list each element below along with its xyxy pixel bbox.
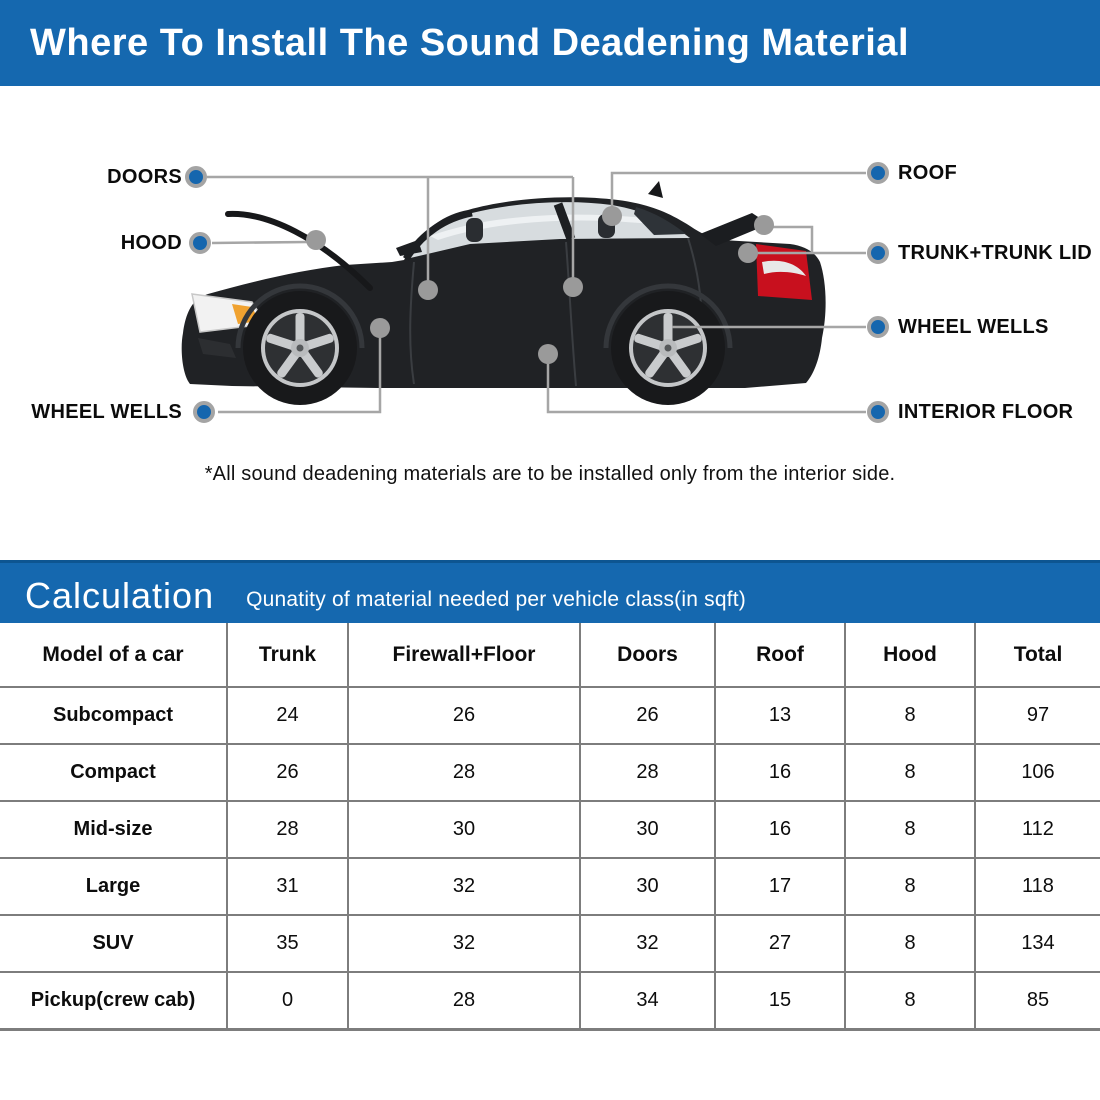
rear-door-marker-dot	[563, 277, 583, 297]
cell-doors: 30	[580, 858, 715, 915]
label-doors: DOORS	[107, 166, 182, 188]
material-quantity-table	[0, 623, 1100, 1031]
cell-model: Large	[0, 858, 227, 915]
cell-firewall: 32	[348, 858, 580, 915]
rear-wheel	[611, 291, 725, 405]
label-roof: ROOF	[898, 162, 957, 184]
page-title: Where To Install The Sound Deadening Material	[30, 21, 910, 64]
trunk-lid-marker-dot	[754, 215, 774, 235]
cell-total: 118	[975, 858, 1100, 915]
cell-roof: 16	[715, 801, 845, 858]
front-door-marker-dot	[418, 280, 438, 300]
cell-total: 134	[975, 915, 1100, 972]
col-header-model: Model of a car	[0, 623, 227, 687]
cell-hood: 8	[845, 915, 975, 972]
cell-trunk: 28	[227, 801, 348, 858]
wheel-wells-left-bullet-icon	[195, 403, 213, 421]
col-header-total: Total	[975, 623, 1100, 687]
title-bar	[0, 0, 1100, 86]
roof-marker-dot	[602, 206, 622, 226]
cell-model: Compact	[0, 744, 227, 801]
cell-doors: 32	[580, 915, 715, 972]
interior-floor-marker-dot	[538, 344, 558, 364]
car-body	[182, 181, 826, 405]
cell-total: 85	[975, 972, 1100, 1030]
cell-firewall: 28	[348, 972, 580, 1030]
table-row-subcompact	[0, 687, 1100, 744]
cell-model: Pickup(crew cab)	[0, 972, 227, 1030]
cell-doors: 28	[580, 744, 715, 801]
cell-roof: 27	[715, 915, 845, 972]
cell-hood: 8	[845, 687, 975, 744]
cell-total: 97	[975, 687, 1100, 744]
hood-marker-dot	[306, 230, 326, 250]
table-row-compact	[0, 744, 1100, 801]
label-hood: HOOD	[120, 232, 182, 254]
label-wheel-wells-left: WHEEL WELLS	[31, 401, 182, 423]
trunk-bullet-icon	[869, 244, 887, 262]
interior-floor-bullet-icon	[869, 403, 887, 421]
cell-doors: 34	[580, 972, 715, 1030]
cell-hood: 8	[845, 972, 975, 1030]
cell-roof: 16	[715, 744, 845, 801]
cell-doors: 30	[580, 801, 715, 858]
cell-trunk: 24	[227, 687, 348, 744]
cell-hood: 8	[845, 858, 975, 915]
col-header-roof: Roof	[715, 623, 845, 687]
hood-bullet-icon	[191, 234, 209, 252]
cell-trunk: 26	[227, 744, 348, 801]
cell-hood: 8	[845, 744, 975, 801]
doors-bullet-icon	[187, 168, 205, 186]
col-header-trunk: Trunk	[227, 623, 348, 687]
table-header-row	[0, 623, 1100, 687]
cell-model: Subcompact	[0, 687, 227, 744]
col-header-doors: Doors	[580, 623, 715, 687]
cell-roof: 15	[715, 972, 845, 1030]
cell-roof: 17	[715, 858, 845, 915]
table-row-pickup	[0, 972, 1100, 1030]
cell-hood: 8	[845, 801, 975, 858]
cell-total: 112	[975, 801, 1100, 858]
front-wheel	[243, 291, 357, 405]
install-note: *All sound deadening materials are to be installed only from the interior side.	[204, 463, 896, 485]
cell-firewall: 32	[348, 915, 580, 972]
car-diagram	[0, 86, 1100, 560]
cell-trunk: 0	[227, 972, 348, 1030]
wheel-wells-right-bullet-icon	[869, 318, 887, 336]
cell-total: 106	[975, 744, 1100, 801]
calculation-header-bar	[0, 560, 1100, 623]
table-row-suv	[0, 915, 1100, 972]
cell-doors: 26	[580, 687, 715, 744]
cell-firewall: 26	[348, 687, 580, 744]
wheel-well-left-marker-dot	[370, 318, 390, 338]
antenna-fin-icon	[648, 181, 663, 198]
cell-trunk: 35	[227, 915, 348, 972]
calculation-subtitle: Qunatity of material needed per vehicle class(in sqft)	[246, 588, 746, 611]
roof-bullet-icon	[869, 164, 887, 182]
label-wheel-wells-right: WHEEL WELLS	[898, 316, 1049, 338]
calculation-heading: Calculation	[25, 575, 215, 616]
table-row-mid-size	[0, 801, 1100, 858]
col-header-firewall: Firewall+Floor	[348, 623, 580, 687]
cell-firewall: 28	[348, 744, 580, 801]
hood-line	[212, 242, 308, 243]
front-seat	[466, 218, 483, 242]
label-trunk: TRUNK+TRUNK LID	[898, 242, 1092, 264]
trunk-body-marker-dot	[738, 243, 758, 263]
cell-model: SUV	[0, 915, 227, 972]
cell-trunk: 31	[227, 858, 348, 915]
table-row-large	[0, 858, 1100, 915]
col-header-hood: Hood	[845, 623, 975, 687]
label-interior-floor: INTERIOR FLOOR	[898, 401, 1074, 423]
cell-model: Mid-size	[0, 801, 227, 858]
cell-roof: 13	[715, 687, 845, 744]
cell-firewall: 30	[348, 801, 580, 858]
